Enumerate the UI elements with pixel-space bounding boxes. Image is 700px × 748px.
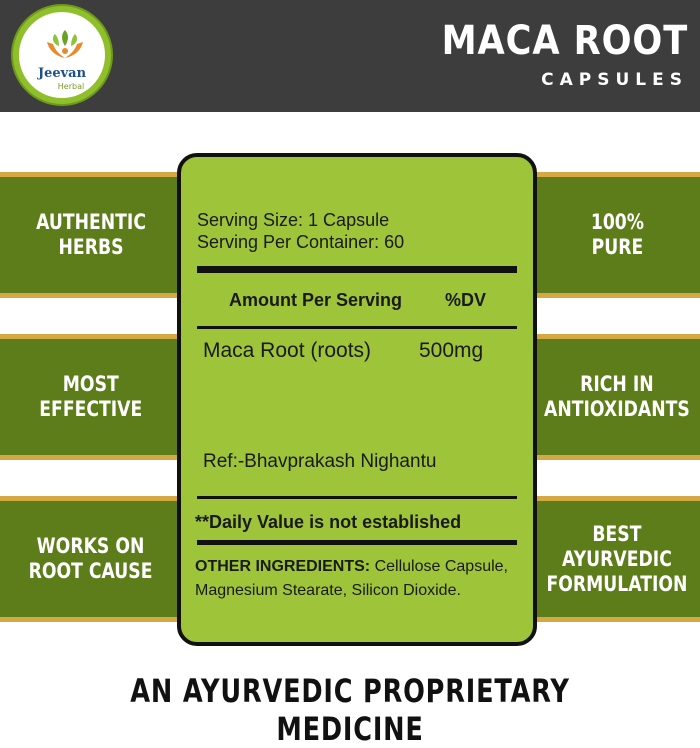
header xyxy=(0,0,700,112)
other-ingredients xyxy=(195,555,525,603)
ingredient-amount: 500mg xyxy=(419,339,484,362)
divider-thick xyxy=(197,266,517,273)
dv-header: %DV xyxy=(445,290,487,310)
feature-band-pure xyxy=(534,172,700,298)
other-ingredients-label: OTHER INGREDIENTS: xyxy=(195,558,371,575)
brand-logo xyxy=(13,6,111,104)
hands-with-plant-icon xyxy=(41,24,89,64)
ingredient-name: Maca Root (roots) xyxy=(203,339,372,362)
amount-per-serving-header: Amount Per Serving xyxy=(229,290,403,310)
feature-label: BEST AYURVEDIC FORMULATION xyxy=(546,521,688,596)
divider-thick xyxy=(197,540,517,545)
feature-band-formulation xyxy=(534,496,700,622)
feature-label: MOST EFFECTIVE xyxy=(39,372,143,421)
other-ingredients-text: Cellulose Capsule, Magnesium Stearate, Silicon Dioxide. xyxy=(195,558,508,599)
reference-text: Ref:-Bhavprakash Nighantu xyxy=(203,451,437,472)
feature-band-effective xyxy=(0,334,182,460)
feature-label: AUTHENTIC HERBS xyxy=(36,210,146,259)
serving-size: Serving Size: 1 Capsule xyxy=(197,210,390,230)
serving-info xyxy=(197,209,404,253)
dv-note: **Daily Value is not established xyxy=(195,512,462,532)
divider-thin xyxy=(197,496,517,499)
product-title: MACA ROOT xyxy=(441,18,688,64)
brand-name: Jeevan xyxy=(37,66,87,81)
feature-label: RICH IN ANTIOXIDANTS xyxy=(544,372,690,421)
servings-per-container: Serving Per Container: 60 xyxy=(197,232,405,252)
supplement-facts-panel xyxy=(177,153,537,646)
feature-label: 100% PURE xyxy=(590,210,644,259)
brand-sub: Herbal xyxy=(57,82,85,91)
feature-band-authentic xyxy=(0,172,182,298)
divider-thin xyxy=(197,326,517,329)
footer-tagline: AN AYURVEDIC PROPRIETARY MEDICINE xyxy=(130,672,570,748)
feature-label: WORKS ON ROOT CAUSE xyxy=(29,534,153,583)
feature-band-root-cause xyxy=(0,496,182,622)
feature-band-antioxidants xyxy=(534,334,700,460)
product-subtitle: CAPSULES xyxy=(541,70,688,90)
